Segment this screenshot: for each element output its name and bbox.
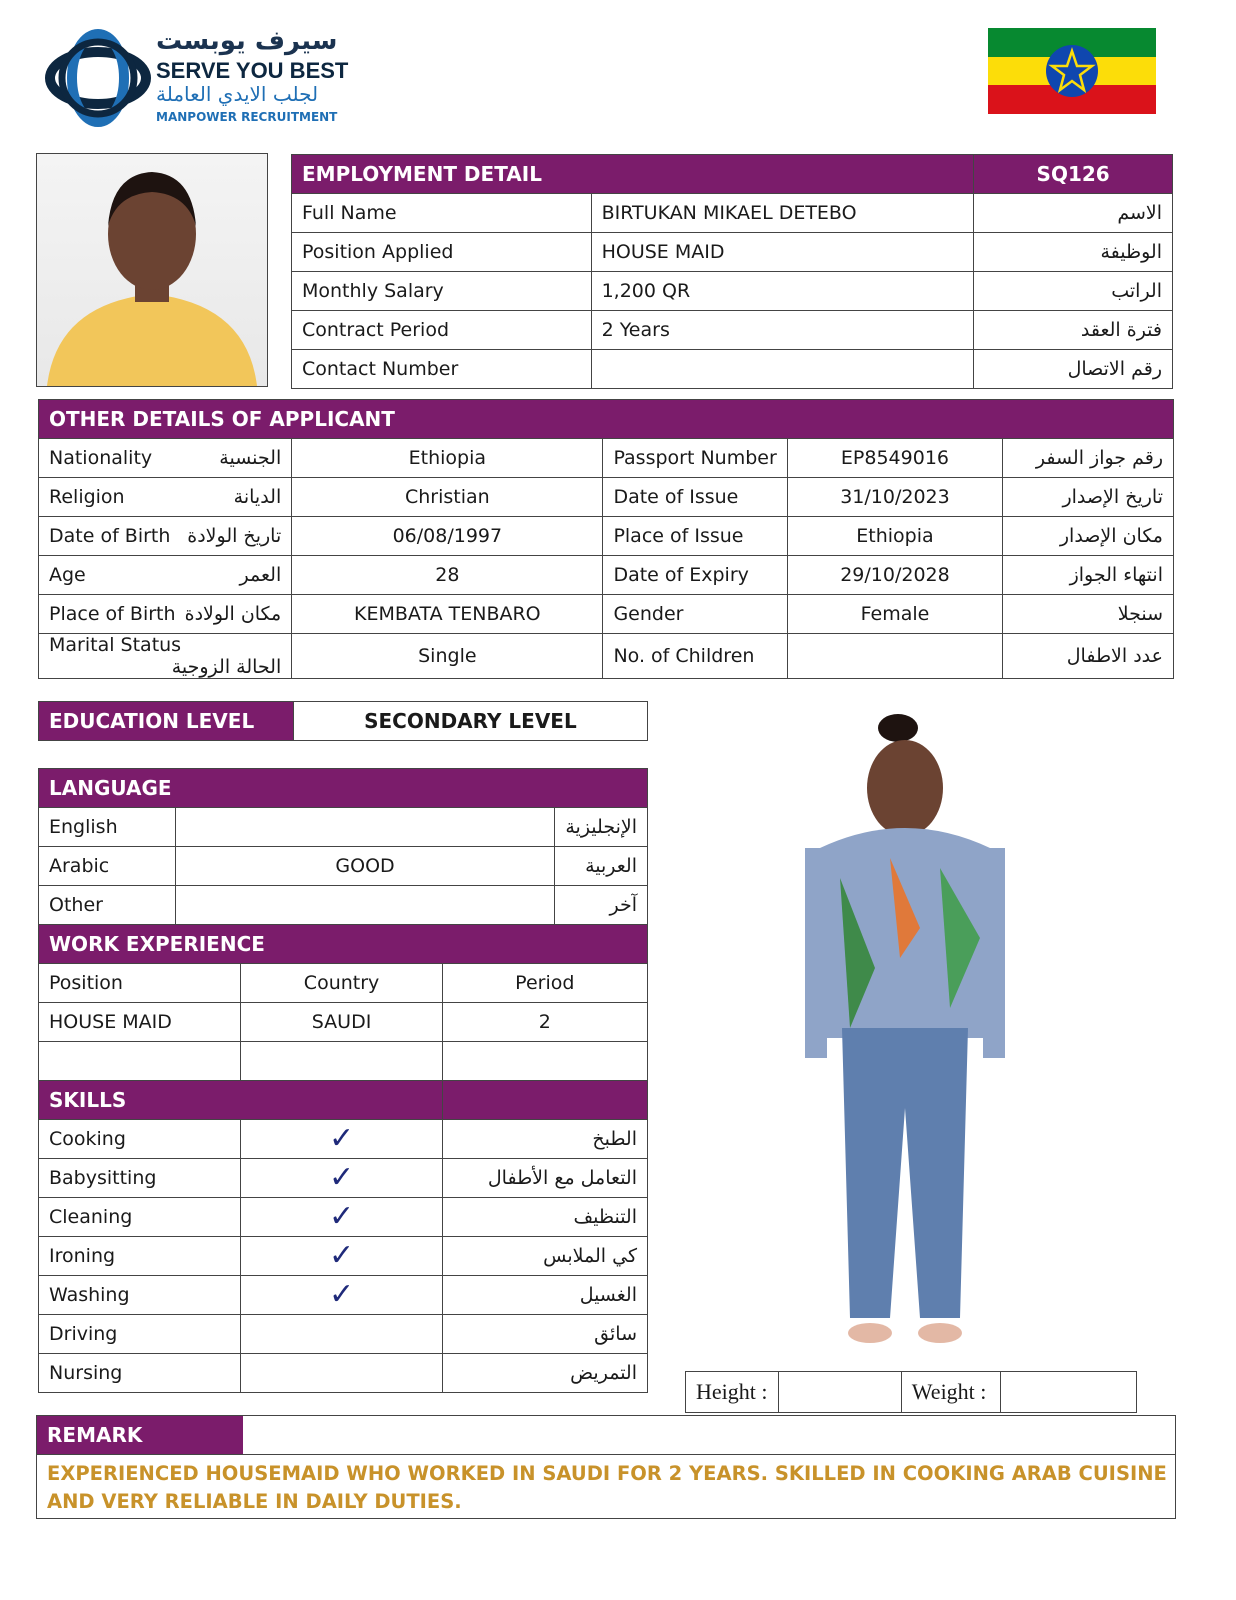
passport-field-arabic-label: سنجلا <box>1003 595 1174 634</box>
employment-row <box>292 194 1173 233</box>
skill-row <box>39 1198 648 1237</box>
height-value <box>778 1372 901 1413</box>
work-position <box>39 1042 241 1081</box>
skill-arabic-name: سائق <box>442 1315 647 1354</box>
detail-label: Date of Birth <box>49 525 171 547</box>
star-emblem-icon <box>1044 43 1100 99</box>
applicant-full-body-photo <box>780 708 1030 1358</box>
skill-name: Washing <box>39 1276 241 1315</box>
language-arabic-name: الإنجليزية <box>555 808 648 847</box>
remark-text: EXPERIENCED HOUSEMAID WHO WORKED IN SAUDI FOR 2 YEARS. SKILLED IN COOKING ARAB CUISINE AND VERY RELIABLE IN DAILY DUTIES. <box>47 1462 1167 1513</box>
height-label: Height : <box>686 1372 779 1413</box>
detail-label-cell <box>39 439 292 478</box>
passport-field-value: Ethiopia <box>787 517 1002 556</box>
detail-value: Single <box>292 634 603 679</box>
skill-name: Babysitting <box>39 1159 241 1198</box>
employment-field-arabic-label: الاسم <box>974 194 1173 233</box>
passport-field-arabic-label: رقم جواز السفر <box>1003 439 1174 478</box>
language-arabic-name: آخر <box>555 886 648 925</box>
detail-label-cell <box>39 634 292 679</box>
employment-field-label: Full Name <box>292 194 592 233</box>
detail-label: Place of Birth <box>49 603 176 625</box>
other-details-row <box>39 634 1174 679</box>
skill-row <box>39 1315 648 1354</box>
passport-field-value: 29/10/2028 <box>787 556 1002 595</box>
skill-name: Nursing <box>39 1354 241 1393</box>
full-body-person-icon <box>780 708 1030 1358</box>
employment-field-label: Monthly Salary <box>292 272 592 311</box>
work-header-period: Period <box>442 964 647 1003</box>
company-logo <box>36 28 366 136</box>
work-experience-header-row <box>39 964 648 1003</box>
language-name: Arabic <box>39 847 176 886</box>
employment-field-value <box>591 350 974 389</box>
skill-name: Cleaning <box>39 1198 241 1237</box>
work-country <box>241 1042 442 1081</box>
employment-field-arabic-label: فترة العقد <box>974 311 1173 350</box>
employment-detail-table <box>291 154 1173 389</box>
employment-field-value: 2 Years <box>591 311 974 350</box>
weight-label: Weight : <box>901 1372 1000 1413</box>
employment-row <box>292 272 1173 311</box>
passport-field-value: Female <box>787 595 1002 634</box>
passport-field-arabic-label: مكان الإصدار <box>1003 517 1174 556</box>
detail-arabic-label: مكان الولادة <box>184 603 282 625</box>
work-country: SAUDI <box>241 1003 442 1042</box>
logo-english-tagline: MANPOWER RECRUITMENT <box>156 110 338 124</box>
portrait-person-icon <box>37 154 267 386</box>
detail-arabic-label: العمر <box>239 564 282 586</box>
skill-arabic-name: كي الملابس <box>442 1237 647 1276</box>
ethiopia-flag <box>988 28 1156 114</box>
detail-label-cell <box>39 595 292 634</box>
checkmark-icon: ✓ <box>241 1120 442 1159</box>
passport-field-value <box>787 634 1002 679</box>
employment-row <box>292 233 1173 272</box>
other-details-row <box>39 595 1174 634</box>
detail-arabic-label: الحالة الزوجية <box>171 656 282 678</box>
detail-arabic-label: الجنسية <box>219 447 282 469</box>
passport-field-label: No. of Children <box>603 634 787 679</box>
employment-field-value: BIRTUKAN MIKAEL DETEBO <box>591 194 974 233</box>
skills-title: SKILLS <box>39 1081 443 1120</box>
employment-detail-title: EMPLOYMENT DETAIL <box>292 155 974 194</box>
passport-field-arabic-label: تاريخ الإصدار <box>1003 478 1174 517</box>
other-details-title: OTHER DETAILS OF APPLICANT <box>39 400 1174 439</box>
employment-field-arabic-label: الراتب <box>974 272 1173 311</box>
skill-arabic-name: الطبخ <box>442 1120 647 1159</box>
reference-code: SQ126 <box>974 155 1173 194</box>
passport-field-label: Place of Issue <box>603 517 787 556</box>
skill-row <box>39 1237 648 1276</box>
skill-arabic-name: الغسيل <box>442 1276 647 1315</box>
skill-row <box>39 1354 648 1393</box>
logo-arabic-tagline: لجلب الايدي العاملة <box>156 82 319 106</box>
empty-check-cell <box>241 1315 442 1354</box>
employment-field-label: Contract Period <box>292 311 592 350</box>
work-header-country: Country <box>241 964 442 1003</box>
work-period <box>442 1042 647 1081</box>
detail-label-cell <box>39 478 292 517</box>
checkmark-icon: ✓ <box>241 1159 442 1198</box>
passport-field-label: Passport Number <box>603 439 787 478</box>
employment-row <box>292 311 1173 350</box>
passport-field-arabic-label: عدد الاطفال <box>1003 634 1174 679</box>
skill-name: Cooking <box>39 1120 241 1159</box>
other-details-row <box>39 517 1174 556</box>
education-level-value: SECONDARY LEVEL <box>293 702 647 741</box>
remark-section <box>36 1415 1176 1519</box>
work-position: HOUSE MAID <box>39 1003 241 1042</box>
education-level-table <box>38 701 648 741</box>
employment-field-value: HOUSE MAID <box>591 233 974 272</box>
detail-label: Religion <box>49 486 125 508</box>
detail-value: 28 <box>292 556 603 595</box>
other-details-row <box>39 439 1174 478</box>
employment-field-arabic-label: الوظيفة <box>974 233 1173 272</box>
checkmark-icon: ✓ <box>241 1276 442 1315</box>
language-row <box>39 886 648 925</box>
language-name: English <box>39 808 176 847</box>
employment-field-arabic-label: رقم الاتصال <box>974 350 1173 389</box>
detail-value: 06/08/1997 <box>292 517 603 556</box>
remark-title: REMARK <box>37 1416 243 1454</box>
detail-label: Nationality <box>49 447 153 469</box>
language-row <box>39 847 648 886</box>
logo-arabic-name: سيرف يوبست <box>156 26 338 56</box>
other-details-row <box>39 556 1174 595</box>
detail-label-cell <box>39 517 292 556</box>
skill-name: Ironing <box>39 1237 241 1276</box>
empty-check-cell <box>241 1354 442 1393</box>
employment-field-label: Contact Number <box>292 350 592 389</box>
passport-field-label: Date of Issue <box>603 478 787 517</box>
skill-row <box>39 1120 648 1159</box>
language-work-skills-table <box>38 768 648 1393</box>
language-arabic-name: العربية <box>555 847 648 886</box>
work-experience-title: WORK EXPERIENCE <box>39 925 648 964</box>
detail-label: Marital Status <box>49 634 182 656</box>
detail-value: Ethiopia <box>292 439 603 478</box>
employment-row <box>292 350 1173 389</box>
employment-field-label: Position Applied <box>292 233 592 272</box>
language-title: LANGUAGE <box>39 769 648 808</box>
logo-english-name: SERVE YOU BEST <box>156 58 349 83</box>
work-experience-row <box>39 1003 648 1042</box>
language-level <box>175 808 555 847</box>
detail-value: Christian <box>292 478 603 517</box>
skill-arabic-name: التمريض <box>442 1354 647 1393</box>
work-experience-row <box>39 1042 648 1081</box>
passport-field-value: EP8549016 <box>787 439 1002 478</box>
passport-field-label: Date of Expiry <box>603 556 787 595</box>
education-level-label: EDUCATION LEVEL <box>39 702 294 741</box>
language-level <box>175 886 555 925</box>
skill-name: Driving <box>39 1315 241 1354</box>
skill-row <box>39 1276 648 1315</box>
detail-label: Age <box>49 564 86 586</box>
detail-label-cell <box>39 556 292 595</box>
remark-divider <box>37 1454 1175 1455</box>
weight-value <box>1000 1372 1136 1413</box>
language-row <box>39 808 648 847</box>
detail-value: KEMBATA TENBARO <box>292 595 603 634</box>
work-header-position: Position <box>39 964 241 1003</box>
language-name: Other <box>39 886 176 925</box>
passport-field-arabic-label: انتهاء الجواز <box>1003 556 1174 595</box>
passport-field-label: Gender <box>603 595 787 634</box>
detail-arabic-label: الديانة <box>233 486 282 508</box>
logo-knot-icon <box>42 28 154 128</box>
other-details-table <box>38 399 1174 679</box>
skill-arabic-name: التنظيف <box>442 1198 647 1237</box>
skill-arabic-name: التعامل مع الأطفال <box>442 1159 647 1198</box>
detail-arabic-label: تاريخ الولادة <box>187 525 282 547</box>
work-period: 2 <box>442 1003 647 1042</box>
language-level: GOOD <box>175 847 555 886</box>
height-weight-table <box>685 1371 1137 1413</box>
applicant-portrait-photo <box>36 153 268 387</box>
checkmark-icon: ✓ <box>241 1198 442 1237</box>
passport-field-value: 31/10/2023 <box>787 478 1002 517</box>
other-details-row <box>39 478 1174 517</box>
checkmark-icon: ✓ <box>241 1237 442 1276</box>
employment-field-value: 1,200 QR <box>591 272 974 311</box>
skills-title-filler <box>442 1081 647 1120</box>
skill-row <box>39 1159 648 1198</box>
